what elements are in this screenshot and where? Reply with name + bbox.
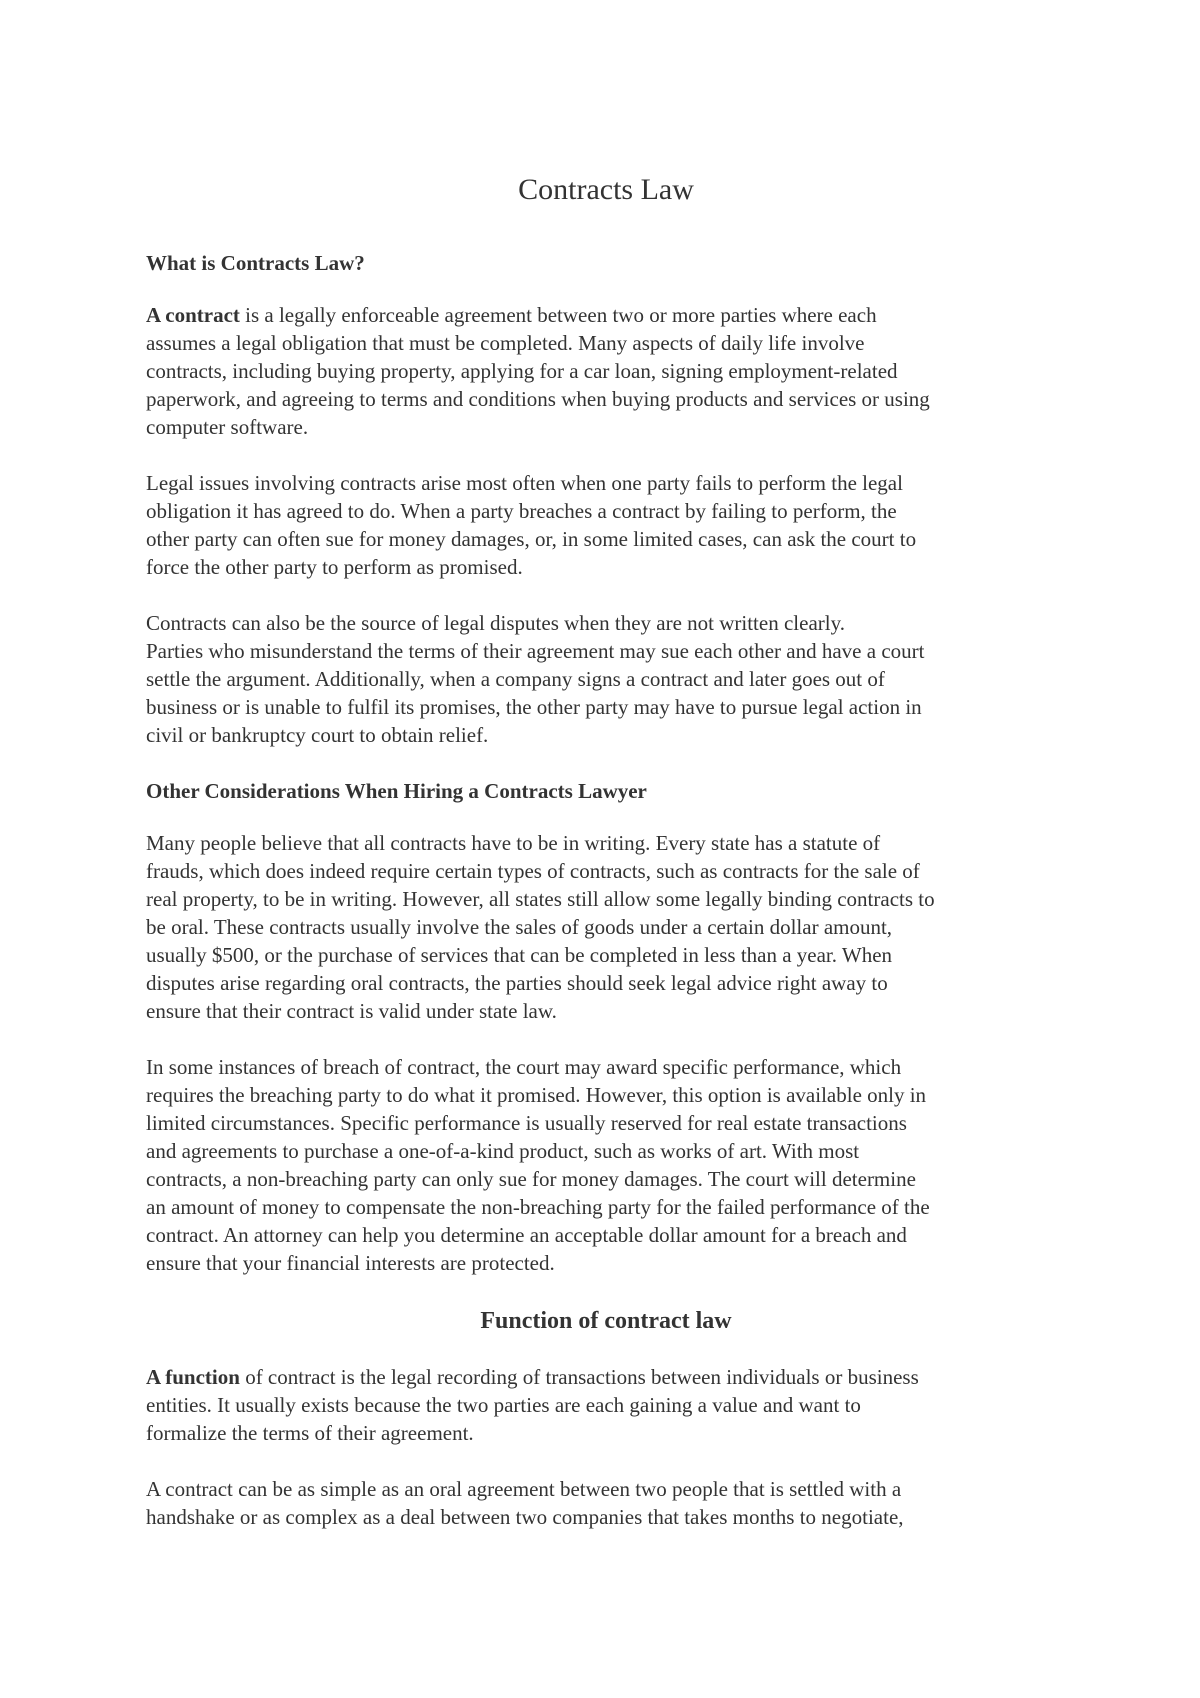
paragraph-contract-complexity: A contract can be as simple as an oral agreement between two people that is settled with a handshake or as complex as a deal between two companies that takes months to negotiate, (146, 1477, 904, 1529)
paragraph-specific-performance: In some instances of breach of contract, the court may award specific performance, which requires the breaching party to do what it promised. However, this option is available only in limited circumstances. Specific performance is usually reserved for real estate transactions and agreements to purchase a one-of-a-kind product, such as works of art. With most contracts, a non-breaching party can only sue for money damages. The court will determine an amount of money to compensate the non-breaching party for the failed performance of the contract. An attorney can help you determine an acceptable dollar amount for a breach and ensure that your financial interests are protected. (146, 1055, 930, 1275)
paragraph-contract-function: A function of contract is the legal recording of transactions between individuals or business entities. It usually exists because the two parties are each gaining a value and want to formalize the terms of their agreement. (146, 1365, 919, 1445)
document-page (146, 170, 1066, 1559)
paragraph-written-contracts: Many people believe that all contracts have to be in writing. Every state has a statute of frauds, which does indeed require certain types of contracts, such as contracts for the sale of real property, to be in writing. However, all states still allow some legally binding contracts to be oral. These contracts usually involve the sales of goods under a certain dollar amount, usually $500, or the purchase of services that can be completed in less than a year. When disputes arise regarding oral contracts, the parties should seek legal advice right away to ensure that their contract is valid under state law. (146, 831, 935, 1023)
paragraph-legal-disputes: Contracts can also be the source of legal disputes when they are not written clearly. Parties who misunderstand the terms of their agreement may sue each other and have a court settle the argument. Additionally, when a company signs a contract and later goes out of business or is unable to fulfil its promises, the other party may have to pursue legal action in civil or bankruptcy court to obtain relief. (146, 611, 925, 747)
paragraph-contract-definition: A contract is a legally enforceable agreement between two or more parties where each assumes a legal obligation that must be completed. Many aspects of daily life involve contracts, including buying property, applying for a car loan, signing employment-related paperwork, and agreeing to terms and conditions when buying products and services or using computer software. (146, 303, 930, 439)
section-heading-what-is-contracts-law: What is Contracts Law? (146, 251, 365, 275)
document-title: Contracts Law (518, 173, 694, 206)
paragraph-legal-issues: Legal issues involving contracts arise most often when one party fails to perform the legal obligation it has agreed to do. When a party breaches a contract by failing to perform, the other party can often sue for money damages, or, in some limited cases, can ask the court to force the other party to perform as promised. (146, 471, 917, 579)
section-heading-function-of-contract-law: Function of contract law (480, 1308, 732, 1334)
section-heading-other-considerations: Other Considerations When Hiring a Contracts Lawyer (146, 779, 647, 803)
bold-term-a-function: A function (146, 1365, 240, 1389)
bold-term-a-contract: A contract (146, 303, 240, 327)
